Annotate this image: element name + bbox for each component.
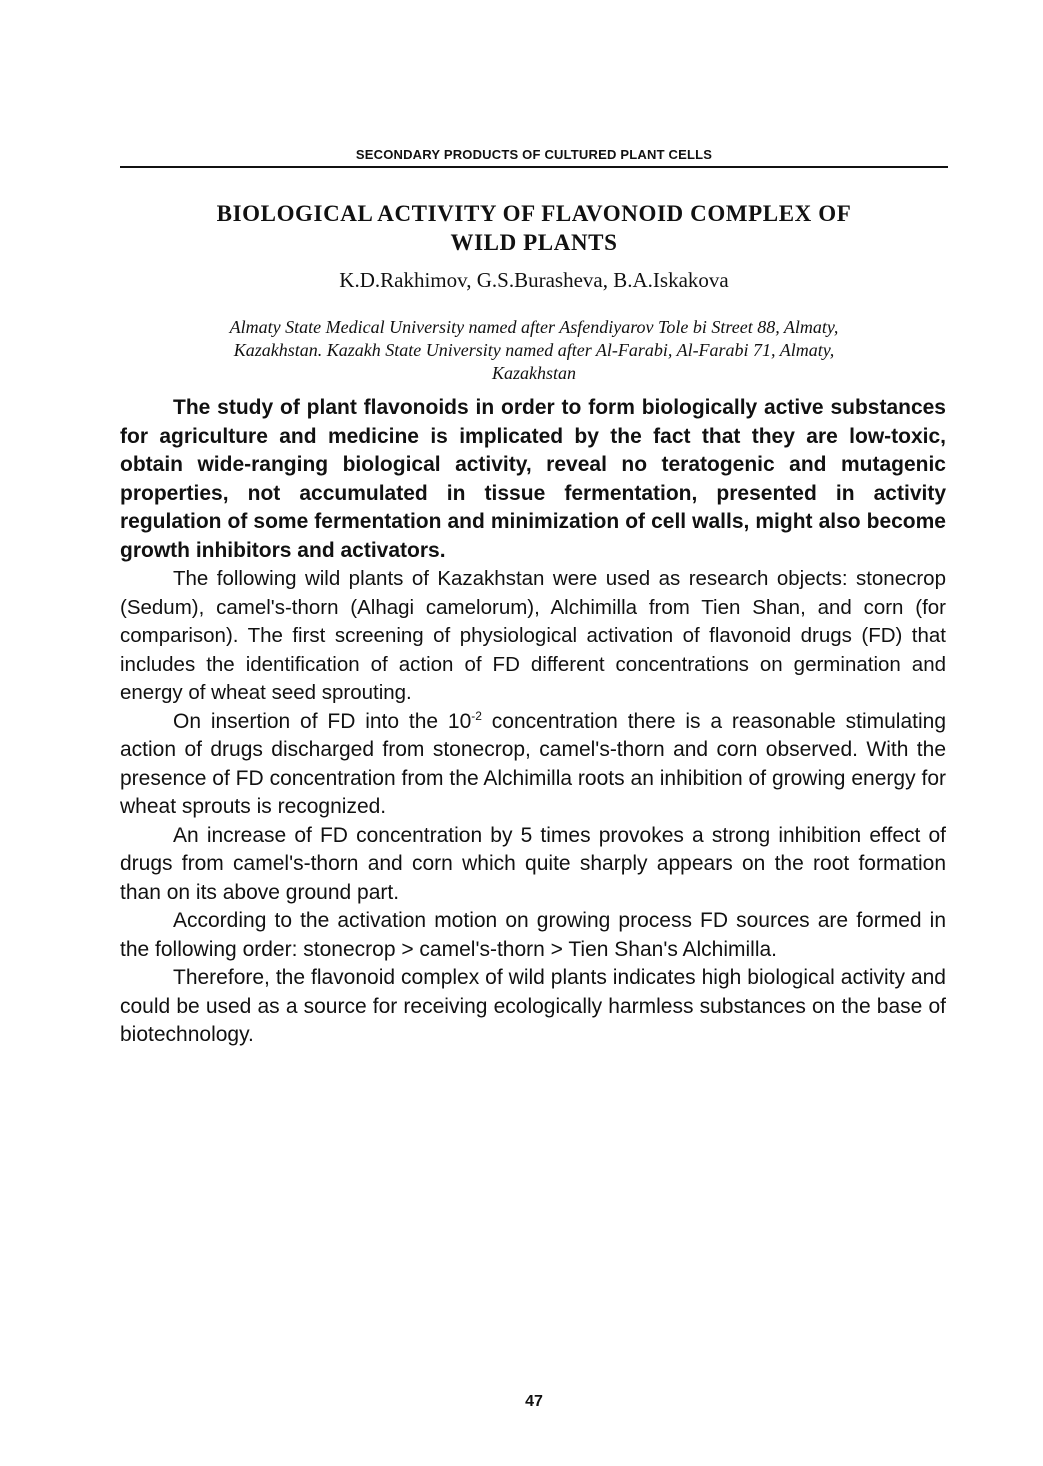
paragraph-2: The following wild plants of Kazakhstan were used as research objects: stonecrop (Sedum), camel's-thorn (Alhagi camelorum), Alchimilla from Tien Shan, and corn (for comparison). The first screening of physiological activation of flavonoid drugs (FD) that includes the identification of action of FD different concentrations on germination and energy of wheat seed sprouting. [120, 567, 946, 704]
affiliation [126, 316, 942, 385]
title-line-1: BIOLOGICAL ACTIVITY OF FLAVONOID COMPLEX OF [216, 201, 852, 226]
affiliation-line-3: Kazakhstan [491, 363, 576, 383]
affiliation-line-2: Kazakhstan. Kazakh State University named after Al-Farabi, Al-Farabi 71, Almaty, [233, 340, 835, 360]
title-line-2: WILD PLANTS [450, 230, 618, 255]
paragraph-1: The study of plant flavonoids in order to form biologically active substances for agriculture and medicine is implicated by the fact that they are low-toxic, obtain wide-ranging biological activity, reveal no teratogenic and mutagenic properties, not accumulated in tissue fermentation, presented in activity regulation of some fermentation and minimization of cell walls, might also become growth inhibitors and activators. [120, 396, 946, 562]
page [120, 0, 948, 1466]
paragraph-5: According to the activation motion on growing process FD sources are formed in the following order: stonecrop > camel's-thorn > Tien Shan's Alchimilla. [120, 909, 946, 961]
paragraph-6: Therefore, the flavonoid complex of wild plants indicates high biological activity and could be used as a source for receiving ecologically harmless substances on the base of biotechnology. [120, 966, 946, 1046]
page-number: 47 [525, 1393, 543, 1410]
paragraph-4: An increase of FD concentration by 5 times provokes a strong inhibition effect of drugs from camel's-thorn and corn which quite sharply appears on the root formation than on its above ground part. [120, 823, 946, 904]
paragraph-3-text-b: concentration there is a reasonable stimulating action of drugs discharged from stonecrop, camel's-thorn and corn observed. With the presence of FD concentration from the Alchimilla roots an inhibition of growing energy for wheat sprouts is recognized. [120, 709, 947, 818]
superscript-exponent: -2 [471, 708, 482, 723]
paragraph-3-text-a: On insertion of FD into the 10 [173, 709, 472, 733]
article-title [120, 199, 948, 257]
body-text [120, 394, 946, 1050]
authors: K.D.Rakhimov, G.S.Burasheva, B.A.Iskakova [339, 268, 729, 292]
paragraph-3 [120, 708, 946, 822]
header-rule [120, 166, 948, 168]
running-header: SECONDARY PRODUCTS OF CULTURED PLANT CELLS [355, 147, 713, 162]
affiliation-line-1: Almaty State Medical University named after Asfendiyarov Tole bi Street 88, Almaty, [229, 317, 839, 337]
